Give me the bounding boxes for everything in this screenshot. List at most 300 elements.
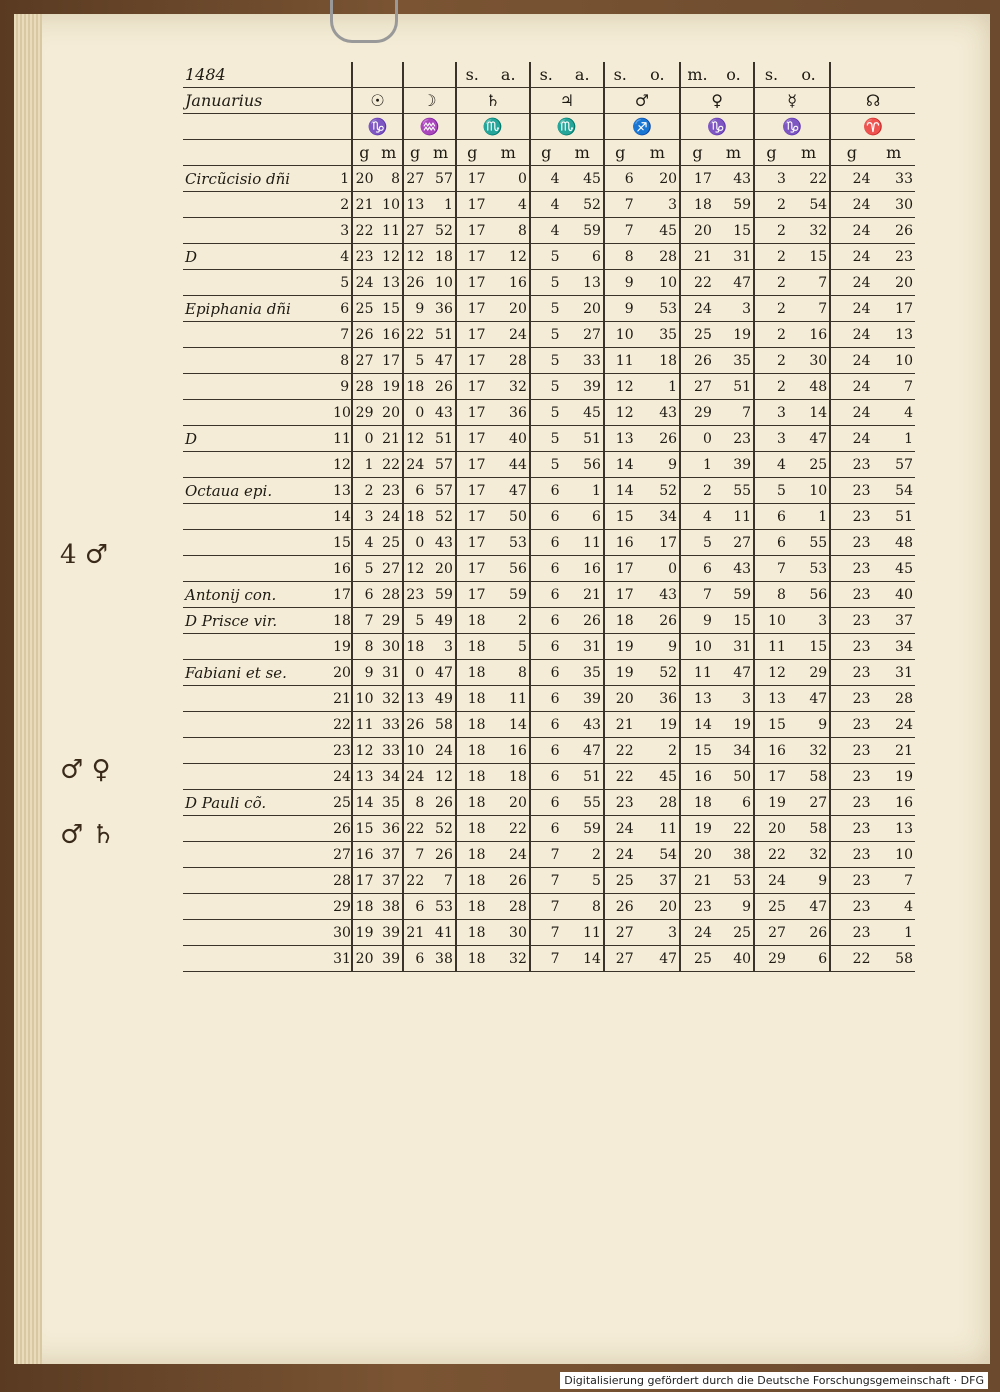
value-cell: 59 [562,218,604,244]
value-cell: 1 [873,920,916,946]
value-cell: 37 [873,608,916,634]
value-cell: 53 [714,868,754,894]
value-cell: 9 [636,452,680,478]
feast-label [183,322,331,348]
value-cell: 26 [352,322,375,348]
value-cell: 12 [352,738,375,764]
value-cell: 0 [403,530,426,556]
value-cell: 35 [375,790,403,816]
value-cell: 24 [830,374,872,400]
day-number: 24 [331,764,352,790]
value-cell: 9 [714,894,754,920]
unit-cell: g [754,140,788,166]
value-cell: 5 [530,322,562,348]
value-cell: 8 [562,894,604,920]
value-cell: 20 [680,218,714,244]
value-cell: 15 [788,244,830,270]
table-row [183,530,915,556]
value-cell: 18 [456,660,488,686]
value-cell: 12 [754,660,788,686]
value-cell: 23 [352,244,375,270]
value-cell: 32 [788,738,830,764]
value-cell: 23 [375,478,403,504]
value-cell: 23 [830,686,872,712]
feast-label [183,842,331,868]
value-cell: 18 [636,348,680,374]
value-cell: 23 [830,582,872,608]
value-cell: 26 [488,868,530,894]
value-cell: 5 [530,348,562,374]
value-cell: 43 [636,400,680,426]
table-row [183,244,915,270]
value-cell: 19 [604,660,636,686]
value-cell: 8 [403,790,426,816]
value-cell: 4 [530,166,562,192]
value-cell: 13 [375,270,403,296]
value-cell: 25 [604,868,636,894]
value-cell: 20 [488,296,530,322]
value-cell: 45 [873,556,916,582]
value-cell: 10 [680,634,714,660]
value-cell: 5 [530,374,562,400]
value-cell: 10 [403,738,426,764]
value-cell: 9 [604,296,636,322]
value-cell: 0 [403,400,426,426]
value-cell: 17 [680,166,714,192]
value-cell: 32 [488,374,530,400]
aspect-cell: s. [530,62,562,88]
value-cell: 4 [530,192,562,218]
value-cell: 34 [375,764,403,790]
value-cell: 23 [830,764,872,790]
value-cell: 11 [604,348,636,374]
value-cell: 11 [680,660,714,686]
value-cell: 17 [604,582,636,608]
value-cell: 7 [530,920,562,946]
value-cell: 17 [375,348,403,374]
value-cell: 53 [788,556,830,582]
value-cell: 15 [788,634,830,660]
value-cell: 26 [636,608,680,634]
margin-mark-2: ♂ ♀ [60,755,111,785]
value-cell: 35 [636,322,680,348]
value-cell: 18 [403,634,426,660]
value-cell: 0 [403,660,426,686]
value-cell: 26 [426,374,456,400]
value-cell: 22 [714,816,754,842]
table-row [183,348,915,374]
value-cell: 20 [375,400,403,426]
value-cell: 6 [530,712,562,738]
value-cell: 18 [680,790,714,816]
value-cell: 26 [426,842,456,868]
value-cell: 11 [562,920,604,946]
value-cell: 38 [714,842,754,868]
day-number: 25 [331,790,352,816]
value-cell: 7 [352,608,375,634]
value-cell: 2 [754,348,788,374]
value-cell: 17 [456,296,488,322]
zodiac-sign-6: ♑ [754,114,830,140]
value-cell: 12 [403,556,426,582]
value-cell: 52 [636,478,680,504]
value-cell: 18 [456,816,488,842]
value-cell: 9 [352,660,375,686]
value-cell: 24 [375,504,403,530]
value-cell: 7 [604,192,636,218]
value-cell: 52 [426,816,456,842]
value-cell: 23 [830,660,872,686]
value-cell: 11 [754,634,788,660]
feast-label [183,764,331,790]
value-cell: 17 [636,530,680,556]
value-cell: 6 [788,946,830,972]
day-number: 13 [331,478,352,504]
value-cell: 20 [488,790,530,816]
value-cell: 54 [788,192,830,218]
value-cell: 51 [562,764,604,790]
day-number: 16 [331,556,352,582]
value-cell: 6 [604,166,636,192]
value-cell: 5 [352,556,375,582]
value-cell: 15 [754,712,788,738]
value-cell: 45 [636,218,680,244]
value-cell: 10 [636,270,680,296]
value-cell: 56 [488,556,530,582]
day-number: 9 [331,374,352,400]
value-cell: 14 [788,400,830,426]
value-cell: 15 [604,504,636,530]
value-cell: 19 [714,712,754,738]
value-cell: 27 [604,920,636,946]
value-cell: 53 [636,296,680,322]
value-cell: 23 [830,842,872,868]
feast-label [183,348,331,374]
value-cell: 6 [754,504,788,530]
value-cell: 20 [352,166,375,192]
year-label: 1484 [183,62,331,88]
unit-cell: g [604,140,636,166]
value-cell: 17 [456,348,488,374]
aspect-cell: s. [604,62,636,88]
value-cell: 13 [562,270,604,296]
value-cell: 47 [788,426,830,452]
value-cell: 6 [680,556,714,582]
value-cell: 29 [352,400,375,426]
table-row [183,426,915,452]
value-cell: 7 [788,296,830,322]
value-cell: 11 [714,504,754,530]
table-row [183,608,915,634]
value-cell: 16 [754,738,788,764]
table-row [183,322,915,348]
value-cell: 58 [788,816,830,842]
value-cell: 0 [488,166,530,192]
value-cell: 27 [375,556,403,582]
value-cell: 6 [714,790,754,816]
zodiac-sign-4: ♐ [604,114,680,140]
value-cell: 23 [830,816,872,842]
value-cell: 16 [488,738,530,764]
feast-label [183,218,331,244]
table-row [183,764,915,790]
value-cell: 17 [456,192,488,218]
day-number: 17 [331,582,352,608]
value-cell: 2 [562,842,604,868]
value-cell: 17 [352,868,375,894]
value-cell: 6 [530,764,562,790]
day-number: 18 [331,608,352,634]
value-cell: 17 [456,400,488,426]
value-cell: 17 [456,530,488,556]
value-cell: 39 [562,374,604,400]
value-cell: 11 [352,712,375,738]
value-cell: 16 [788,322,830,348]
value-cell: 24 [830,426,872,452]
unit-cell: m [714,140,754,166]
day-number: 20 [331,660,352,686]
value-cell: 18 [456,920,488,946]
value-cell: 33 [562,348,604,374]
value-cell: 8 [488,218,530,244]
value-cell: 59 [488,582,530,608]
feast-label: D [183,244,331,270]
value-cell: 56 [788,582,830,608]
zodiac-sign-2: ♏ [456,114,530,140]
feast-label: Circũcisio dñi [183,166,331,192]
value-cell: 26 [604,894,636,920]
value-cell: 10 [352,686,375,712]
value-cell: 33 [375,712,403,738]
value-cell: 17 [456,452,488,478]
value-cell: 29 [680,400,714,426]
value-cell: 25 [375,530,403,556]
table-row [183,400,915,426]
feast-label [183,530,331,556]
value-cell: 23 [830,504,872,530]
value-cell: 6 [530,738,562,764]
value-cell: 55 [562,790,604,816]
table-row [183,192,915,218]
value-cell: 45 [562,166,604,192]
value-cell: 43 [714,556,754,582]
value-cell: 18 [456,868,488,894]
value-cell: 26 [403,270,426,296]
value-cell: 23 [680,894,714,920]
value-cell: 4 [488,192,530,218]
value-cell: 20 [604,686,636,712]
aspect-cell: a. [562,62,604,88]
table-row [183,556,915,582]
value-cell: 20 [352,946,375,972]
value-cell: 16 [488,270,530,296]
value-cell: 2 [754,296,788,322]
value-cell: 28 [488,348,530,374]
value-cell: 12 [403,426,426,452]
value-cell: 52 [426,504,456,530]
value-cell: 23 [714,426,754,452]
value-cell: 7 [714,400,754,426]
value-cell: 6 [403,478,426,504]
value-cell: 17 [456,582,488,608]
value-cell: 38 [375,894,403,920]
value-cell: 5 [403,348,426,374]
feast-label [183,634,331,660]
value-cell: 47 [788,686,830,712]
value-cell: 9 [680,608,714,634]
value-cell: 35 [714,348,754,374]
value-cell: 2 [754,218,788,244]
planet-symbol-5: ♀ [680,88,754,114]
table-row [183,166,915,192]
value-cell: 5 [754,478,788,504]
value-cell: 15 [714,608,754,634]
value-cell: 27 [562,322,604,348]
zodiac-sign-7: ♈ [830,114,915,140]
value-cell: 13 [680,686,714,712]
value-cell: 32 [375,686,403,712]
value-cell: 14 [488,712,530,738]
value-cell: 24 [830,270,872,296]
value-cell: 57 [426,478,456,504]
value-cell: 27 [754,920,788,946]
value-cell: 2 [754,322,788,348]
value-cell: 13 [604,426,636,452]
table-row [183,374,915,400]
value-cell: 17 [456,374,488,400]
value-cell: 3 [754,166,788,192]
value-cell: 13 [873,816,916,842]
value-cell: 31 [873,660,916,686]
unit-cell: m [426,140,456,166]
value-cell: 18 [403,504,426,530]
value-cell: 22 [352,218,375,244]
value-cell: 11 [562,530,604,556]
value-cell: 27 [680,374,714,400]
value-cell: 8 [754,582,788,608]
value-cell: 7 [530,842,562,868]
value-cell: 16 [680,764,714,790]
table-row [183,738,915,764]
value-cell: 19 [352,920,375,946]
value-cell: 3 [714,296,754,322]
value-cell: 17 [456,426,488,452]
value-cell: 23 [830,478,872,504]
value-cell: 17 [456,504,488,530]
value-cell: 31 [714,634,754,660]
value-cell: 12 [375,244,403,270]
feast-label [183,816,331,842]
value-cell: 16 [352,842,375,868]
value-cell: 43 [426,400,456,426]
value-cell: 27 [714,530,754,556]
table-row [183,660,915,686]
value-cell: 23 [873,244,916,270]
value-cell: 23 [830,712,872,738]
value-cell: 10 [873,842,916,868]
value-cell: 25 [754,894,788,920]
value-cell: 30 [788,348,830,374]
value-cell: 23 [830,868,872,894]
value-cell: 23 [830,738,872,764]
value-cell: 28 [636,790,680,816]
value-cell: 21 [680,244,714,270]
value-cell: 24 [604,816,636,842]
value-cell: 18 [426,244,456,270]
planet-symbol-1: ☽ [403,88,456,114]
value-cell: 15 [375,296,403,322]
value-cell: 6 [530,790,562,816]
value-cell: 22 [788,166,830,192]
value-cell: 33 [873,166,916,192]
day-number: 21 [331,686,352,712]
value-cell: 14 [604,478,636,504]
value-cell: 17 [456,478,488,504]
value-cell: 6 [530,660,562,686]
margin-mark-1: 4 ♂ [60,540,109,570]
unit-cell: g [352,140,375,166]
value-cell: 24 [830,322,872,348]
day-number: 4 [331,244,352,270]
value-cell: 30 [375,634,403,660]
value-cell: 20 [636,894,680,920]
value-cell: 27 [604,946,636,972]
value-cell: 23 [830,634,872,660]
value-cell: 7 [426,868,456,894]
value-cell: 18 [456,608,488,634]
value-cell: 17 [754,764,788,790]
value-cell: 5 [530,244,562,270]
value-cell: 3 [788,608,830,634]
value-cell: 7 [403,842,426,868]
value-cell: 24 [873,712,916,738]
value-cell: 25 [680,946,714,972]
value-cell: 37 [375,842,403,868]
value-cell: 20 [680,842,714,868]
table-row [183,504,915,530]
value-cell: 17 [873,296,916,322]
value-cell: 23 [830,608,872,634]
day-number: 28 [331,868,352,894]
value-cell: 29 [754,946,788,972]
value-cell: 52 [636,660,680,686]
value-cell: 24 [352,270,375,296]
value-cell: 7 [788,270,830,296]
value-cell: 18 [456,894,488,920]
value-cell: 24 [754,868,788,894]
value-cell: 5 [530,400,562,426]
value-cell: 6 [530,556,562,582]
feast-label: D [183,426,331,452]
value-cell: 18 [456,946,488,972]
unit-cell: g [680,140,714,166]
value-cell: 40 [714,946,754,972]
value-cell: 26 [562,608,604,634]
day-number: 6 [331,296,352,322]
value-cell: 32 [488,946,530,972]
value-cell: 1 [680,452,714,478]
value-cell: 25 [680,322,714,348]
table-row [183,218,915,244]
value-cell: 14 [680,712,714,738]
day-number: 2 [331,192,352,218]
value-cell: 20 [636,166,680,192]
value-cell: 26 [403,712,426,738]
value-cell: 12 [426,764,456,790]
table-row [183,634,915,660]
value-cell: 22 [488,816,530,842]
value-cell: 39 [375,946,403,972]
